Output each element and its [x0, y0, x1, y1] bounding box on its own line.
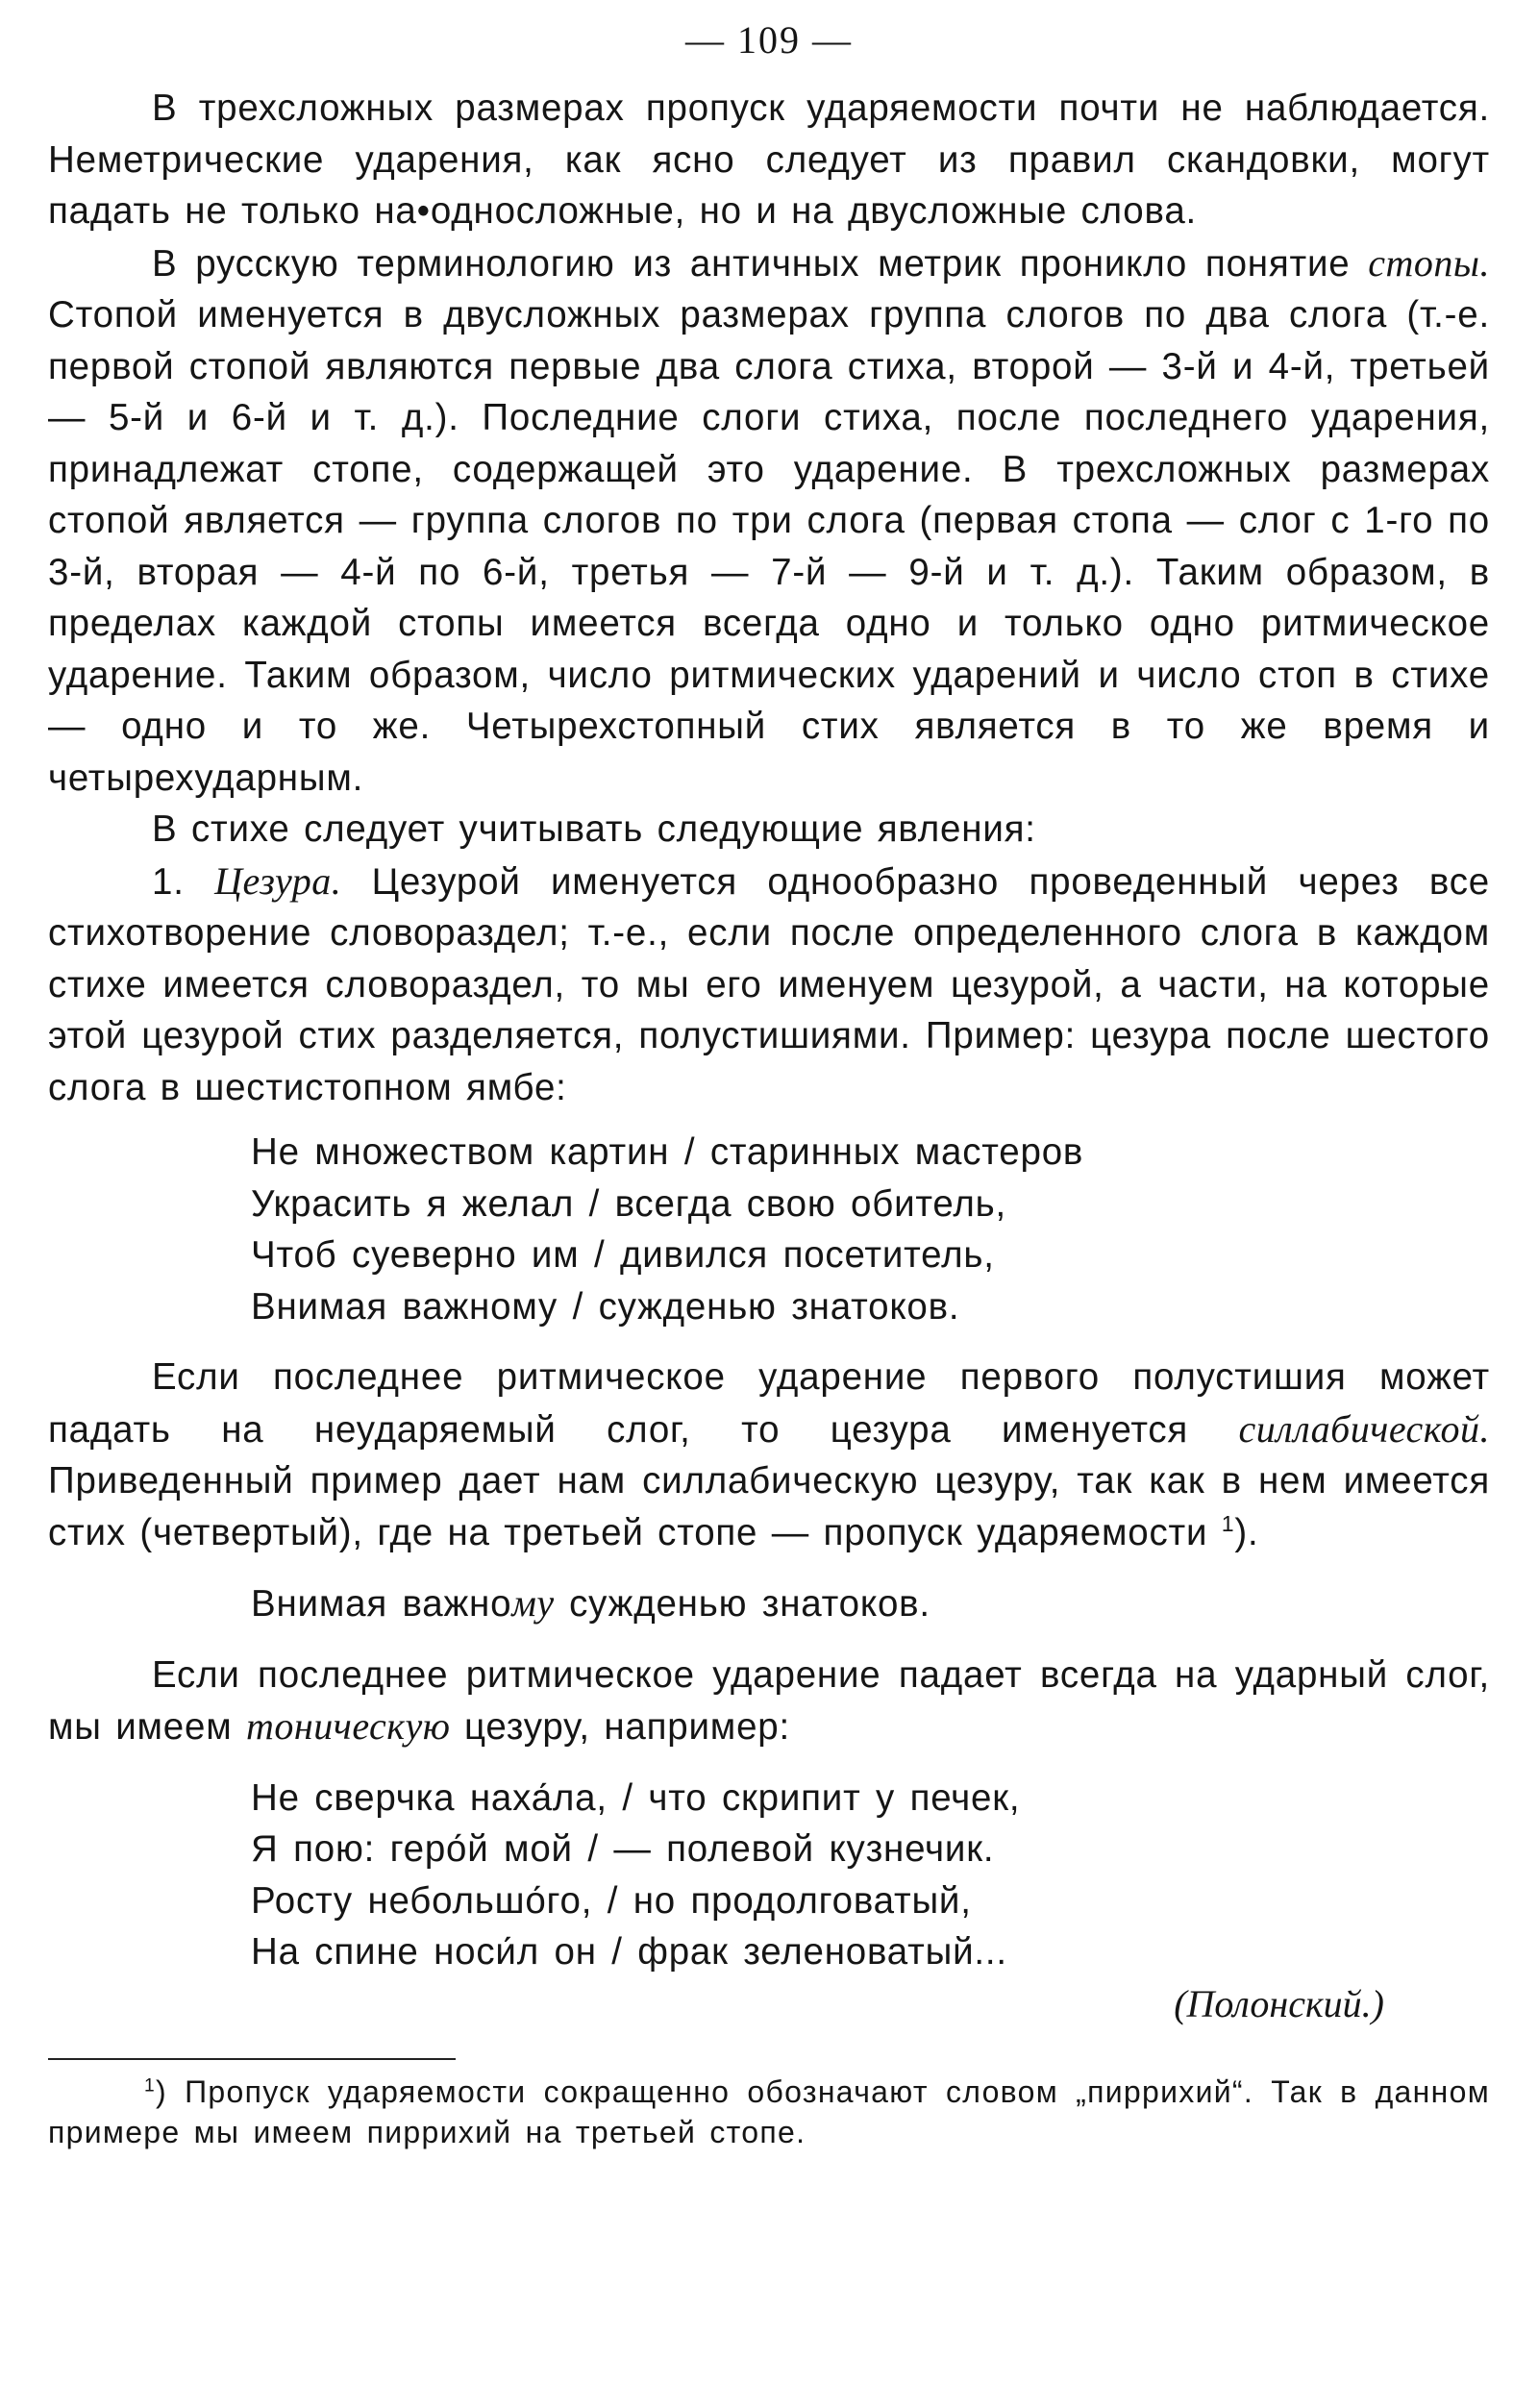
term-tonic: тоническую — [246, 1704, 451, 1748]
verse-line-end: сужденью знатоков. — [554, 1583, 930, 1625]
paragraph-3: В стихе следует учитывать следующие явления: — [152, 808, 1036, 850]
term-syllabic: силлабической. — [1238, 1406, 1490, 1451]
paragraph-4-rest: Цезурой именуется однообразно проведенный через все стихотворение словораздел; т.-е., если после определенного слога в каждом стихе имеется словораздел, то мы его именуем цезурой, а части, на которые этой цезурой стих разделяется, полустишиями. Пример: цезура после шестого слога в шестистопном ямбе: — [48, 860, 1490, 1108]
term-stopy: стопы. — [1368, 240, 1490, 285]
verse-example-3 — [251, 1773, 1490, 1978]
verse-line-start: Внимая важно — [251, 1583, 512, 1625]
verse-example-1 — [251, 1127, 1490, 1332]
footnote — [48, 2072, 1490, 2152]
main-text — [48, 83, 1490, 1113]
term-caesura: Цезура. — [214, 858, 342, 903]
verse-line: Росту небольшо́го, / но продолговатый, — [251, 1879, 972, 1922]
paragraph-6 — [48, 1650, 1490, 1753]
paragraph-2-start: В русскую терминологию из античных метрик проникло понятие — [152, 242, 1369, 285]
footnote-text: ) Пропуск ударяемости сокращенно обозначают словом „пиррихий“. Так в данном примере мы имеем пиррихий на третьей стопе. — [48, 2074, 1490, 2149]
attribution: (Полонский.) — [1174, 1981, 1384, 2025]
paragraph-5 — [48, 1352, 1490, 1558]
verse-line: Не множеством картин / старинных мастеров — [251, 1131, 1084, 1173]
paragraph-5-rest: Приведенный пример дает нам силлабическую цезуру, так как в нем имеется стих (четвертый), где на третьей стопе — пропуск ударяемости — [48, 1460, 1490, 1553]
page-number: — 109 — — [685, 18, 853, 62]
paragraph-4 — [48, 856, 1490, 1114]
verse-line: Внимая важному / сужденью знатоков. — [251, 1285, 960, 1328]
verse-line: Украсить я желал / всегда свою обитель, — [251, 1182, 1006, 1225]
paragraph-1: В трехсложных размерах пропуск ударяемости почти не наблюдается. Неметрические ударения, как ясно следует из правил скандовки, могут падать не только на•односложные, но и на двусложные слова. — [48, 87, 1490, 232]
paragraph-2-rest: Стопой именуется в двусложных размерах группа слогов по два слога (т.-е. первой стопой являются первые два слога стиха, второй — 3-й и 4-й, третьей — 5-й и 6-й и т. д.). Последние слоги стиха, после последнего ударения, принадлежат стопе, содержащей это ударение. В трехсложных размерах стопой является — группа слогов по три слога (первая стопа — слог с 1-го по 3-й, вторая — 4-й по 6-й, третья — 7-й — 9-й и т. д.). Таким образом, в пределах каждой стопы имеется всегда одно и только одно ритмическое ударение. Таким образом, число ритмических ударений и число стоп в стихе — одно и то же. Четырехстопный стих является в то же время и четырехударным. — [48, 294, 1490, 799]
footnote-marker: 1 — [144, 2075, 156, 2097]
verse-line: Я пою: геро́й мой / — полевой кузнечик. — [251, 1828, 995, 1870]
footnote-ref: 1 — [1221, 1510, 1235, 1536]
verse-line — [251, 1577, 1490, 1630]
verse-line: Не сверчка наха́ла, / что скрипит у печек, — [251, 1776, 1021, 1819]
verse-line: На спине носи́л он / фрак зеленоватый... — [251, 1931, 1007, 1973]
paragraph-5-end: ). — [1234, 1511, 1259, 1553]
verse-line: Чтоб суеверно им / дивился посетитель, — [251, 1234, 995, 1276]
paragraph-6-rest: цезуру, например: — [450, 1706, 790, 1748]
paragraph-6-start: Если последнее ритмическое ударение падает всегда на ударный слог, мы имеем — [48, 1653, 1490, 1748]
paragraph-5-start: Если последнее ритмическое ударение первого полустишия может падать на неударяемый слог, то цезура именуется — [48, 1356, 1490, 1451]
verse-example-2 — [251, 1577, 1490, 1630]
footnote-divider — [48, 2058, 456, 2060]
verse-emphasis: му — [511, 1581, 555, 1625]
list-number: 1. — [152, 860, 215, 903]
paragraph-2 — [48, 237, 1490, 805]
